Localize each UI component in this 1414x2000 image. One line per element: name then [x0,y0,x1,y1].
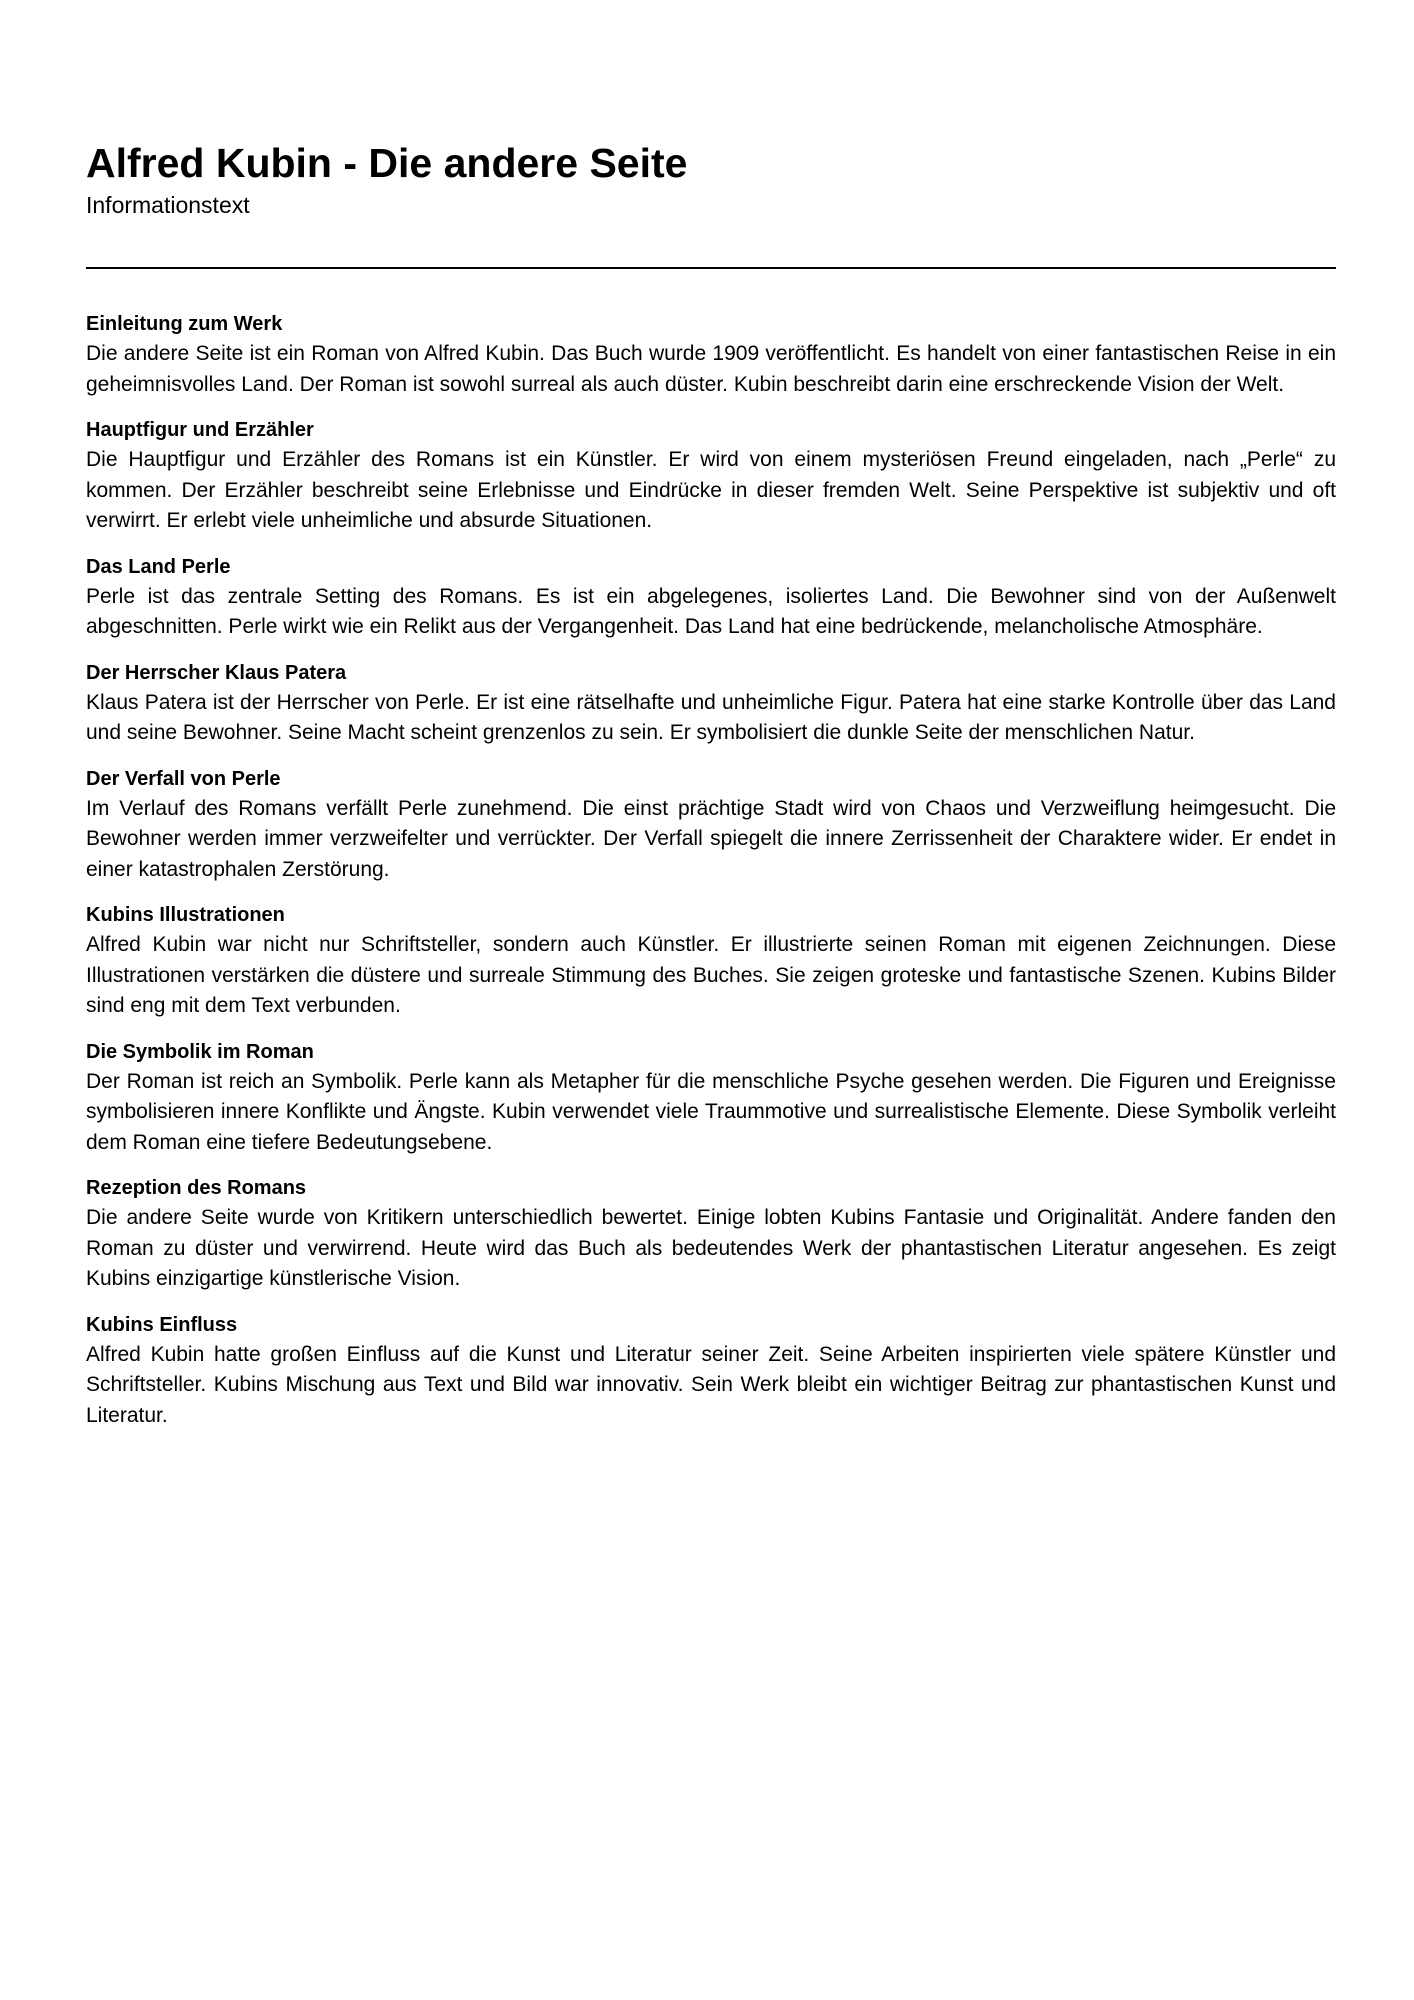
section-protagonist [86,415,1336,537]
section-body: Im Verlauf des Romans verfällt Perle zunehmend. Die einst prächtige Stadt wird von Chaos und Verzweiflung heimgesucht. Die Bewohner werden immer verzweifelter und verrückter. Der Verfall spiegelt die innere Zerrissenheit der Charaktere wider. Er endet in einer katastrophalen Zerstörung. [86,796,1336,881]
section-heading: Rezeption des Romans [86,1177,307,1199]
section-body: Alfred Kubin hatte großen Einfluss auf die Kunst und Literatur seiner Zeit. Seine Arbeiten inspirierten viele spätere Künstler und Schriftsteller. Kubins Mischung aus Text und Bild war innovativ. Sein Werk bleibt ein wichtiger Beitrag zur phantastischen Kunst und Literatur. [86,1342,1336,1427]
document-page [86,138,1336,1446]
section-illustrations [86,900,1336,1022]
section-body: Der Roman ist reich an Symbolik. Perle kann als Metapher für die menschliche Psyche gesehen werden. Die Figuren und Ereignisse symbolisieren innere Konflikte und Ängste. Kubin verwendet viele Traummotive und surrealistische Elemente. Diese Symbolik verleiht dem Roman eine tiefere Bedeutungsebene. [86,1069,1336,1154]
section-symbolism [86,1037,1336,1159]
section-influence [86,1310,1336,1432]
section-heading: Das Land Perle [86,555,231,578]
section-body: Klaus Patera ist der Herrscher von Perle. Er ist eine rätselhafte und unheimliche Figur. Patera hat eine starke Kontrolle über das Land und seine Bewohner. Seine Macht scheint grenzenlos zu sein. Er symbolisiert die dunkle Seite der menschlichen Natur. [86,690,1336,744]
section-decay [86,764,1336,886]
section-land-perle [86,552,1336,643]
document-subtitle: Informationstext [86,192,250,218]
section-heading: Der Herrscher Klaus Patera [86,661,347,684]
sections-container [86,309,1336,1431]
section-heading: Kubins Illustrationen [86,904,285,926]
title-divider [86,267,1336,269]
section-heading: Hauptfigur und Erzähler [86,419,314,441]
section-heading: Der Verfall von Perle [86,767,281,790]
section-body: Alfred Kubin war nicht nur Schriftsteller, sondern auch Künstler. Er illustrierte seinen Roman mit eigenen Zeichnungen. Diese Illustrationen verstärken die düstere und surreale Stimmung des Buches. Sie zeigen groteske und fantastische Szenen. Kubins Bilder sind eng mit dem Text verbunden. [86,933,1336,1017]
section-body: Die Hauptfigur und Erzähler des Romans ist ein Künstler. Er wird von einem mysteriösen Freund eingeladen, nach „Perle“ zu kommen. Der Erzähler beschreibt seine Erlebnisse und Eindrücke in dieser fremden Welt. Seine Perspektive ist subjektiv und oft verwirrt. Er erlebt viele unheimliche und absurde Situationen. [86,448,1336,532]
section-body: Die andere Seite wurde von Kritikern unterschiedlich bewertet. Einige lobten Kubins Fantasie und Originalität. Andere fanden den Roman zu düster und verwirrend. Heute wird das Buch als bedeutendes Werk der phantastischen Literatur angesehen. Es zeigt Kubins einzigartige künstlerische Vision. [86,1206,1336,1290]
section-heading: Die Symbolik im Roman [86,1040,314,1063]
section-reception [86,1173,1336,1295]
section-heading: Kubins Einfluss [86,1313,238,1336]
section-body: Die andere Seite ist ein Roman von Alfred Kubin. Das Buch wurde 1909 veröffentlicht. Es handelt von einer fantastischen Reise in ein geheimnisvolles Land. Der Roman ist sowohl surreal als auch düster. Kubin beschreibt darin eine erschreckende Vision der Welt. [86,342,1336,396]
section-body: Perle ist das zentrale Setting des Romans. Es ist ein abgelegenes, isoliertes Land. Die Bewohner sind von der Außenwelt abgeschnitten. Perle wirkt wie ein Relikt aus der Vergangenheit. Das Land hat eine bedrückende, melancholische Atmosphäre. [86,584,1336,638]
section-ruler-patera [86,658,1336,749]
section-heading: Einleitung zum Werk [86,313,283,335]
section-introduction [86,309,1336,400]
document-title: Alfred Kubin - Die andere Seite [86,140,688,186]
